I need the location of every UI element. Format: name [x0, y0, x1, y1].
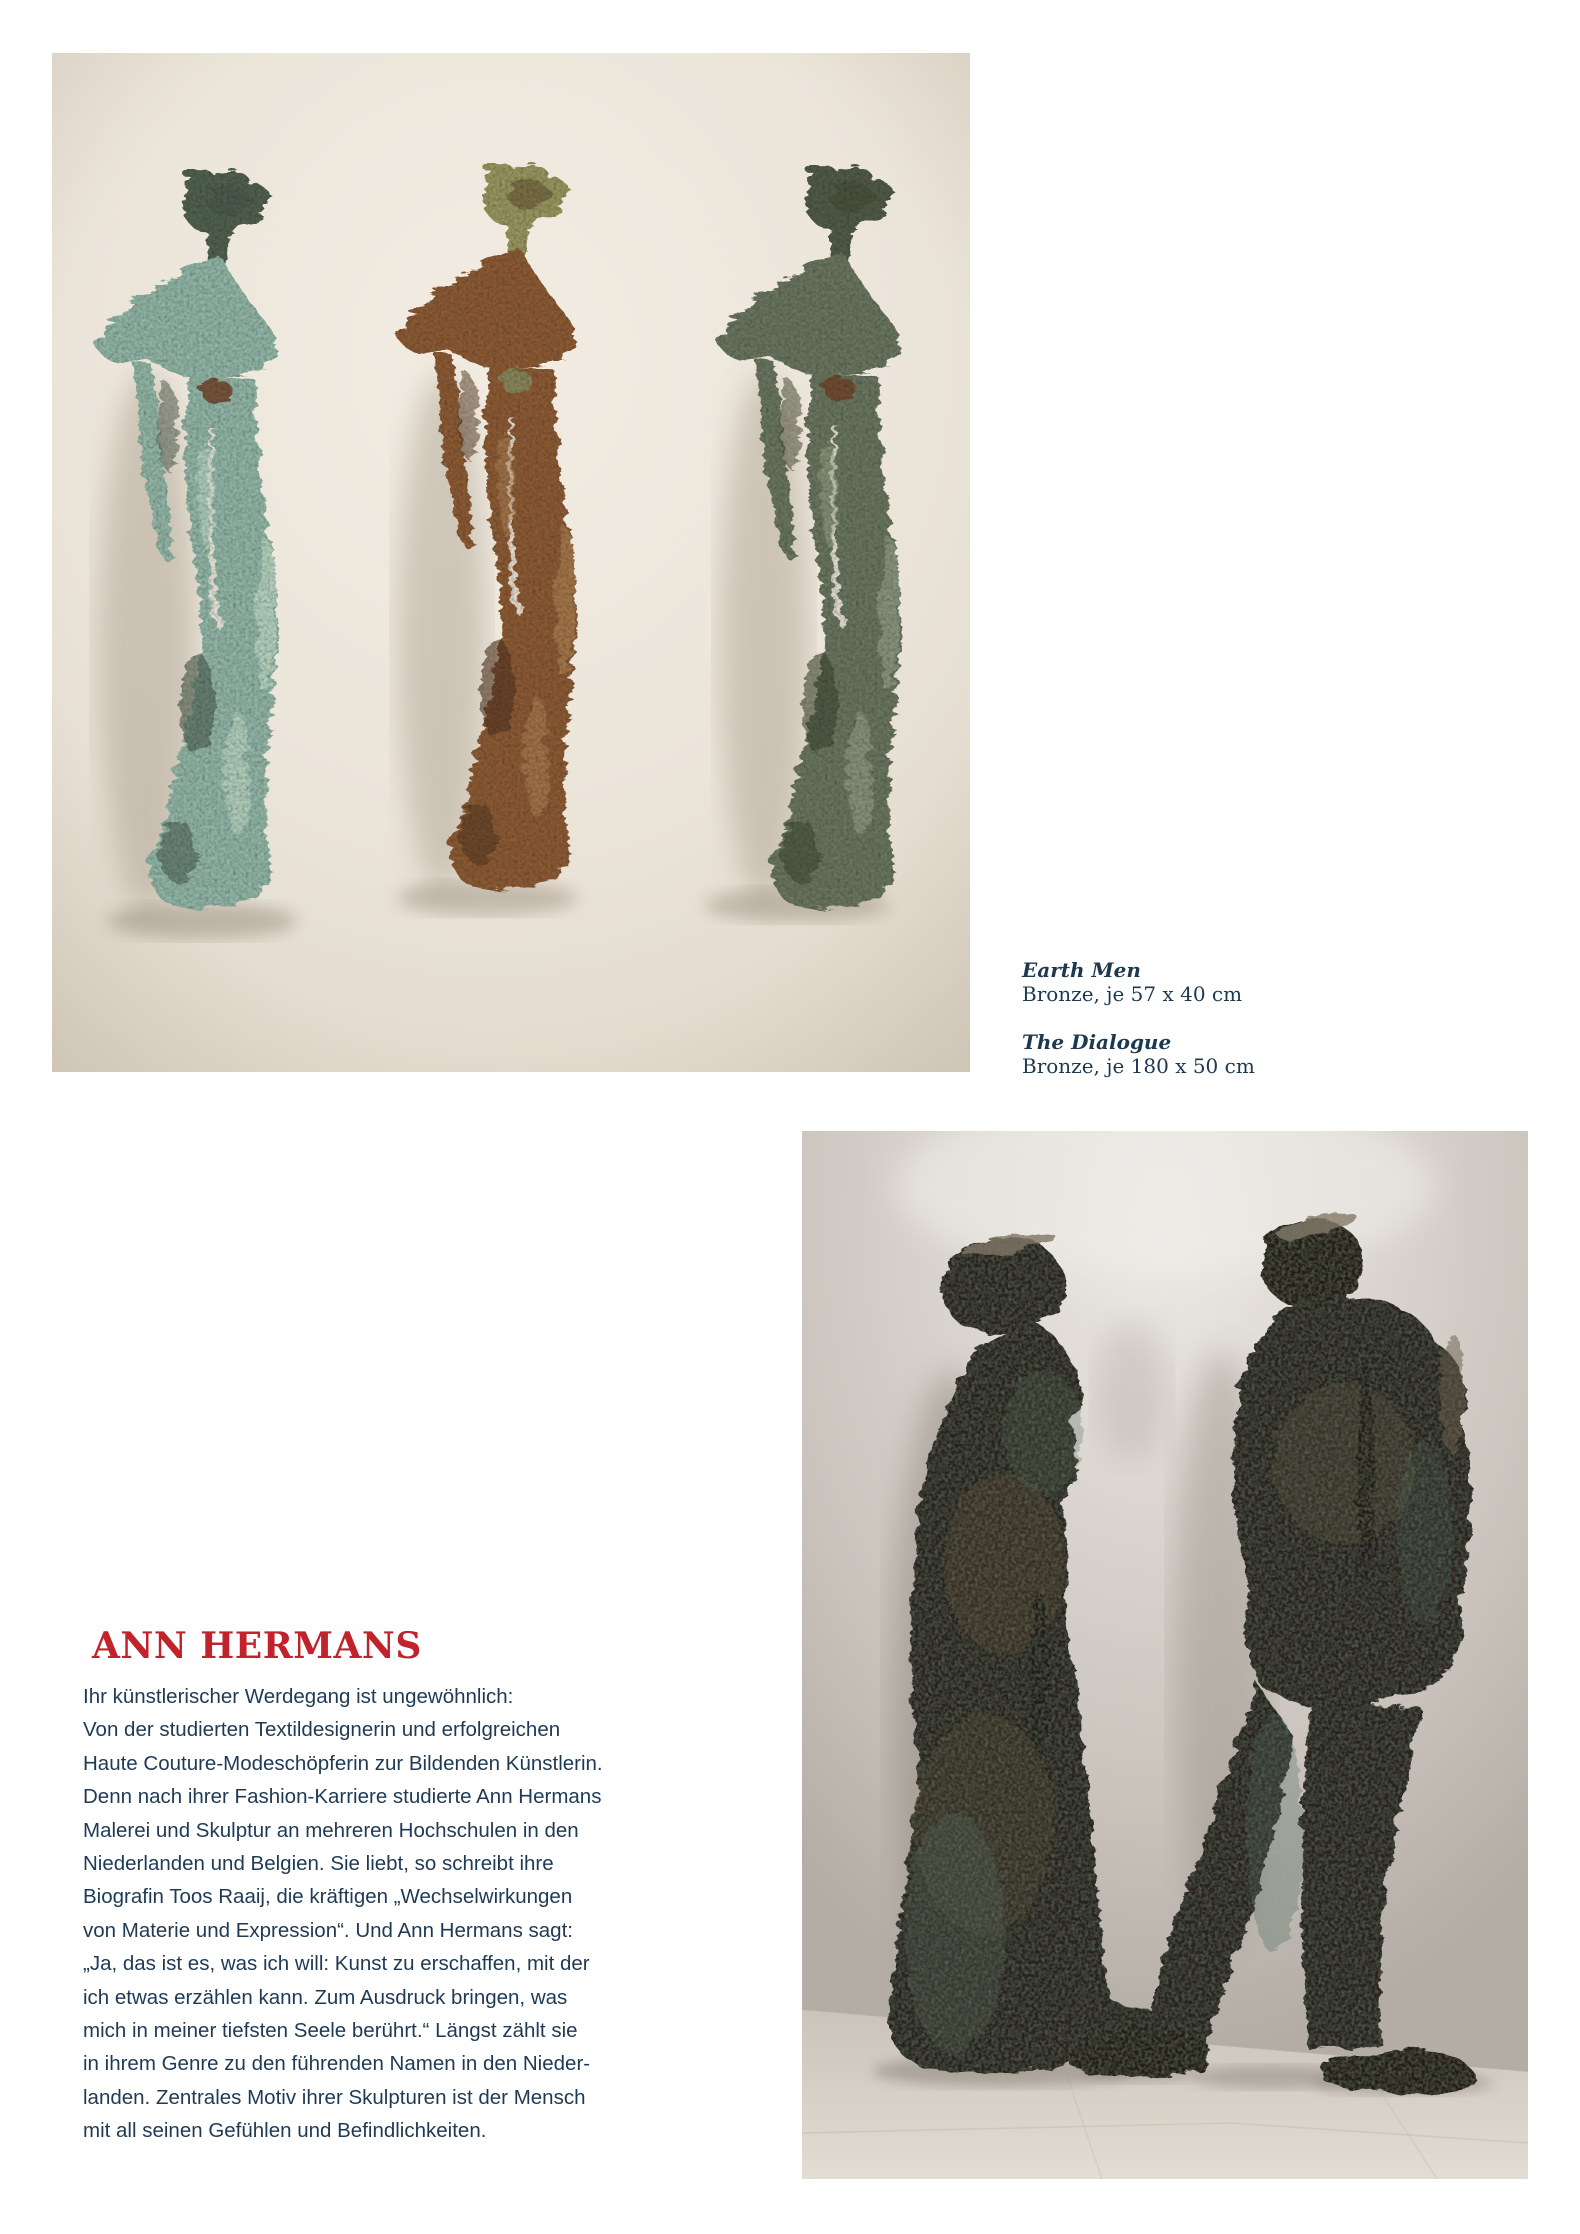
bio-line: in ihrem Genre zu den führenden Namen in den Nieder-: [83, 2052, 591, 2076]
bio-line: ich etwas erzählen kann. Zum Ausdruck bringen, was: [83, 1985, 568, 2009]
the-dialogue-sculptures-image: [802, 1131, 1528, 2179]
bio-line: Haute Couture-Modeschöpferin zur Bildenden Künstlerin.: [83, 1751, 603, 1775]
caption-title-earth-men: Earth Men: [1022, 958, 1141, 982]
caption-the-dialogue: [1022, 1030, 1442, 1078]
earth-men-photo: [52, 53, 970, 1072]
bio-line: Ihr künstlerischer Werdegang ist ungewöhnlich:: [83, 1685, 514, 1708]
bio-line: mich in meiner tiefsten Seele berührt.“ Längst zählt sie: [83, 2019, 578, 2043]
bio-line: Biografin Toos Raaij, die kräftigen „Wechselwirkungen: [83, 1885, 573, 1909]
artist-name-heading: ANN HERMANS: [92, 1625, 422, 1667]
earth-men-sculptures-image: [52, 53, 970, 1072]
bio-line: Denn nach ihrer Fashion-Karriere studierte Ann Hermans: [83, 1785, 602, 1809]
caption-detail-the-dialogue: Bronze, je 180 x 50 cm: [1022, 1054, 1255, 1078]
bio-line: von Materie und Expression“. Und Ann Hermans sagt:: [83, 1918, 573, 1942]
bio-line: Niederlanden und Belgien. Sie liebt, so schreibt ihre: [83, 1852, 554, 1876]
bio-line: mit all seinen Gefühlen und Befindlichkeiten.: [83, 2119, 487, 2143]
caption-earth-men: [1022, 958, 1442, 1006]
bio-line: „Ja, das ist es, was ich will: Kunst zu erschaffen, mit der: [83, 1952, 590, 1976]
bio-line: Von der studierten Textildesignerin und erfolgreichen: [83, 1718, 561, 1742]
bio-line: landen. Zentrales Motiv ihrer Skulpturen ist der Mensch: [83, 2085, 586, 2109]
caption-detail-earth-men: Bronze, je 57 x 40 cm: [1022, 982, 1243, 1006]
the-dialogue-photo: [802, 1131, 1528, 2179]
caption-title-the-dialogue: The Dialogue: [1022, 1030, 1172, 1054]
bio-line: Malerei und Skulptur an mehreren Hochschulen in den: [83, 1818, 579, 1842]
artist-bio-text: [83, 1680, 603, 2148]
caption-block: [1022, 958, 1442, 1102]
